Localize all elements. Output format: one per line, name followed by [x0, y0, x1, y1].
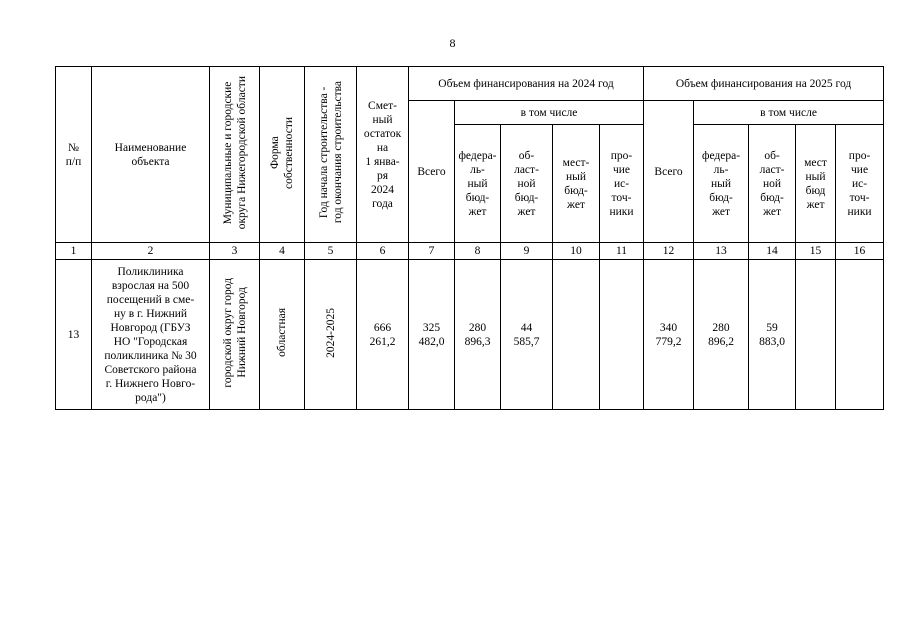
column-number: 1: [56, 243, 92, 260]
regional-2024-cell: 44 585,7: [501, 260, 553, 410]
ownership-cell: областная: [260, 260, 305, 410]
total-2025-cell: 340 779,2: [644, 260, 694, 410]
header-local-2025: мест ный бюд жет: [796, 125, 836, 243]
header-name: Наименование объекта: [92, 67, 210, 243]
column-number: 6: [357, 243, 409, 260]
header-num: № п/п: [56, 67, 92, 243]
column-number: 5: [305, 243, 357, 260]
page-number: 8: [449, 36, 456, 50]
column-number: 11: [600, 243, 644, 260]
header-total-2024: Всего: [409, 101, 455, 243]
header-federal-2024: федера- ль- ный бюд- жет: [455, 125, 501, 243]
header-estimated-balance: Смет- ный остаток на 1 янва- ря 2024 года: [357, 67, 409, 243]
header-regional-2025: об- ласт- ной бюд- жет: [749, 125, 796, 243]
column-number: 4: [260, 243, 305, 260]
header-regional-2024: об- ласт- ной бюд- жет: [501, 125, 553, 243]
other-2025-cell: [836, 260, 884, 410]
row-number: 13: [56, 260, 92, 410]
municipality-cell: городской округ город Нижний Новгород: [210, 260, 260, 410]
column-number: 13: [694, 243, 749, 260]
total-2024-cell: 325 482,0: [409, 260, 455, 410]
column-number: 2: [92, 243, 210, 260]
header-total-2025: Всего: [644, 101, 694, 243]
column-number: 15: [796, 243, 836, 260]
header-other-2024: про- чие ис- точ- ники: [600, 125, 644, 243]
local-2024-cell: [553, 260, 600, 410]
object-name: Поликлиника взрослая на 500 посещений в сме- ну в г. Нижний Новгород (ГБУЗ НО "Городская поликлиника № 30 Советского района г. Нижнего Новго- рода"): [92, 260, 210, 410]
regional-2025-cell: 59 883,0: [749, 260, 796, 410]
financing-table: [55, 66, 884, 410]
years-cell: 2024-2025: [305, 260, 357, 410]
header-local-2024: мест- ный бюд- жет: [553, 125, 600, 243]
federal-2024-cell: 280 896,3: [455, 260, 501, 410]
header-municipality: Муниципальные и городские округа Нижегородской области: [210, 67, 260, 243]
column-number: 9: [501, 243, 553, 260]
table-row: [56, 260, 884, 410]
column-number: 14: [749, 243, 796, 260]
header-ownership: Форма собственности: [260, 67, 305, 243]
header-federal-2025: федера- ль- ный бюд- жет: [694, 125, 749, 243]
column-number: 3: [210, 243, 260, 260]
column-number-row: [56, 243, 884, 260]
local-2025-cell: [796, 260, 836, 410]
federal-2025-cell: 280 896,2: [694, 260, 749, 410]
header-group-2025: Объем финансирования на 2025 год: [644, 67, 884, 101]
column-number: 12: [644, 243, 694, 260]
header-group-2024: Объем финансирования на 2024 год: [409, 67, 644, 101]
other-2024-cell: [600, 260, 644, 410]
estimated-balance-cell: 666 261,2: [357, 260, 409, 410]
header-including-2024: в том числе: [455, 101, 644, 125]
column-number: 16: [836, 243, 884, 260]
header-other-2025: про- чие ис- точ- ники: [836, 125, 884, 243]
header-years: Год начала строительства - год окончания строительства: [305, 67, 357, 243]
column-number: 7: [409, 243, 455, 260]
column-number: 10: [553, 243, 600, 260]
header-including-2025: в том числе: [694, 101, 884, 125]
column-number: 8: [455, 243, 501, 260]
